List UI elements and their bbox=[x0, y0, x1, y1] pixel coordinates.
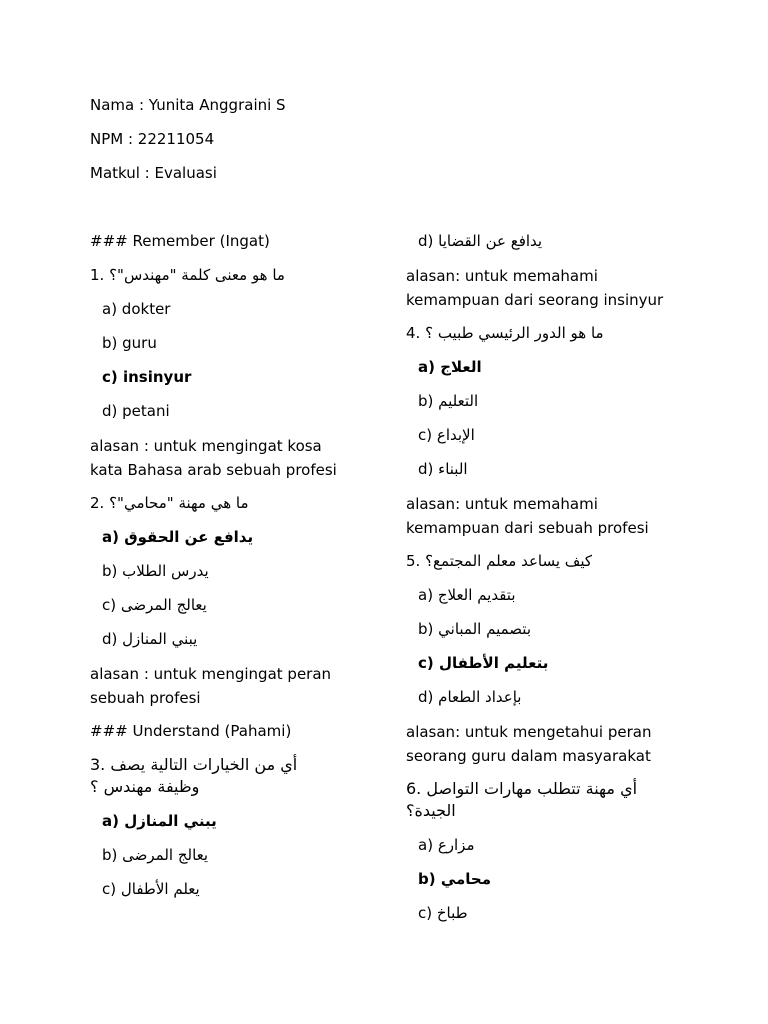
q3-option-d: d) يدافع عن القضايا bbox=[418, 232, 543, 250]
q4-option-d: d) البناء bbox=[418, 460, 468, 478]
q4-reason: alasan: untuk memahami kemampuan dari sebuah profesi bbox=[406, 495, 649, 537]
q3-option-b: b) يعالج المرضى bbox=[102, 846, 209, 864]
section-remember-heading: ### Remember (Ingat) bbox=[90, 232, 270, 250]
q6-option-a: a) مزارع bbox=[418, 836, 475, 854]
q3-reason: alasan: untuk memahami kemampuan dari seorang insinyur bbox=[406, 267, 664, 309]
question-3 bbox=[90, 754, 358, 798]
question-5: 5. كيف يساعد معلم المجتمع؟ bbox=[406, 552, 592, 570]
student-info bbox=[90, 94, 286, 196]
q5-reason: alasan: untuk mengetahui peran seorang guru dalam masyarakat bbox=[406, 723, 652, 765]
course-name: Matkul : Evaluasi bbox=[90, 164, 217, 182]
q4-option-b: b) التعليم bbox=[418, 392, 479, 410]
q1-option-a: a) dokter bbox=[102, 300, 171, 318]
student-npm: NPM : 22211054 bbox=[90, 130, 215, 148]
student-name: Nama : Yunita Anggraini S bbox=[90, 96, 286, 114]
question-6 bbox=[406, 778, 674, 822]
q2-option-d: d) يبني المنازل bbox=[102, 630, 198, 648]
q6-option-b-answer: b) محامي bbox=[418, 870, 492, 888]
q3-option-a-answer: a) يبني المنازل bbox=[102, 812, 217, 830]
q4-option-c: c) الإبداع bbox=[418, 426, 475, 444]
question-3-line-1: 3. أي من الخيارات التالية يصف bbox=[90, 755, 298, 774]
q2-option-b: b) يدرس الطلاب bbox=[102, 562, 209, 580]
left-column bbox=[90, 230, 358, 912]
section-understand-heading: ### Understand (Pahami) bbox=[90, 722, 292, 740]
q4-option-a-answer: a) العلاج bbox=[418, 358, 482, 376]
q5-option-d: d) بإعداد الطعام bbox=[418, 688, 522, 706]
q2-option-a-answer: a) يدافع عن الحقوق bbox=[102, 528, 254, 546]
q2-option-c: c) يعالج المرضى bbox=[102, 596, 207, 614]
q1-option-b: b) guru bbox=[102, 334, 157, 352]
q3-option-c: c) يعلم الأطفال bbox=[102, 880, 200, 898]
question-2: 2. ما هي مهنة "محامي"؟ bbox=[90, 494, 249, 512]
q1-option-d: d) petani bbox=[102, 402, 170, 420]
q5-option-b: b) بتصميم المباني bbox=[418, 620, 531, 638]
q2-reason: alasan : untuk mengingat peran sebuah profesi bbox=[90, 665, 332, 707]
question-4: 4. ما هو الدور الرئيسي طبيب ؟ bbox=[406, 324, 604, 342]
q5-option-c-answer: c) بتعليم الأطفال bbox=[418, 654, 549, 672]
q1-reason: alasan : untuk mengingat kosa kata Bahasa arab sebuah profesi bbox=[90, 437, 337, 479]
question-6-line-1: 6. أي مهنة تتطلب مهارات التواصل bbox=[406, 779, 638, 798]
right-column bbox=[406, 230, 674, 936]
question-6-line-2: الجيدة؟ bbox=[406, 801, 456, 820]
q5-option-a: a) بتقديم العلاج bbox=[418, 586, 516, 604]
question-3-line-2: وظيفة مهندس ؟ bbox=[90, 777, 200, 796]
q6-option-c: c) طباخ bbox=[418, 904, 468, 922]
question-1: 1. ما هو معنى كلمة "مهندس"؟ bbox=[90, 266, 285, 284]
q1-option-c-answer: c) insinyur bbox=[102, 368, 192, 386]
